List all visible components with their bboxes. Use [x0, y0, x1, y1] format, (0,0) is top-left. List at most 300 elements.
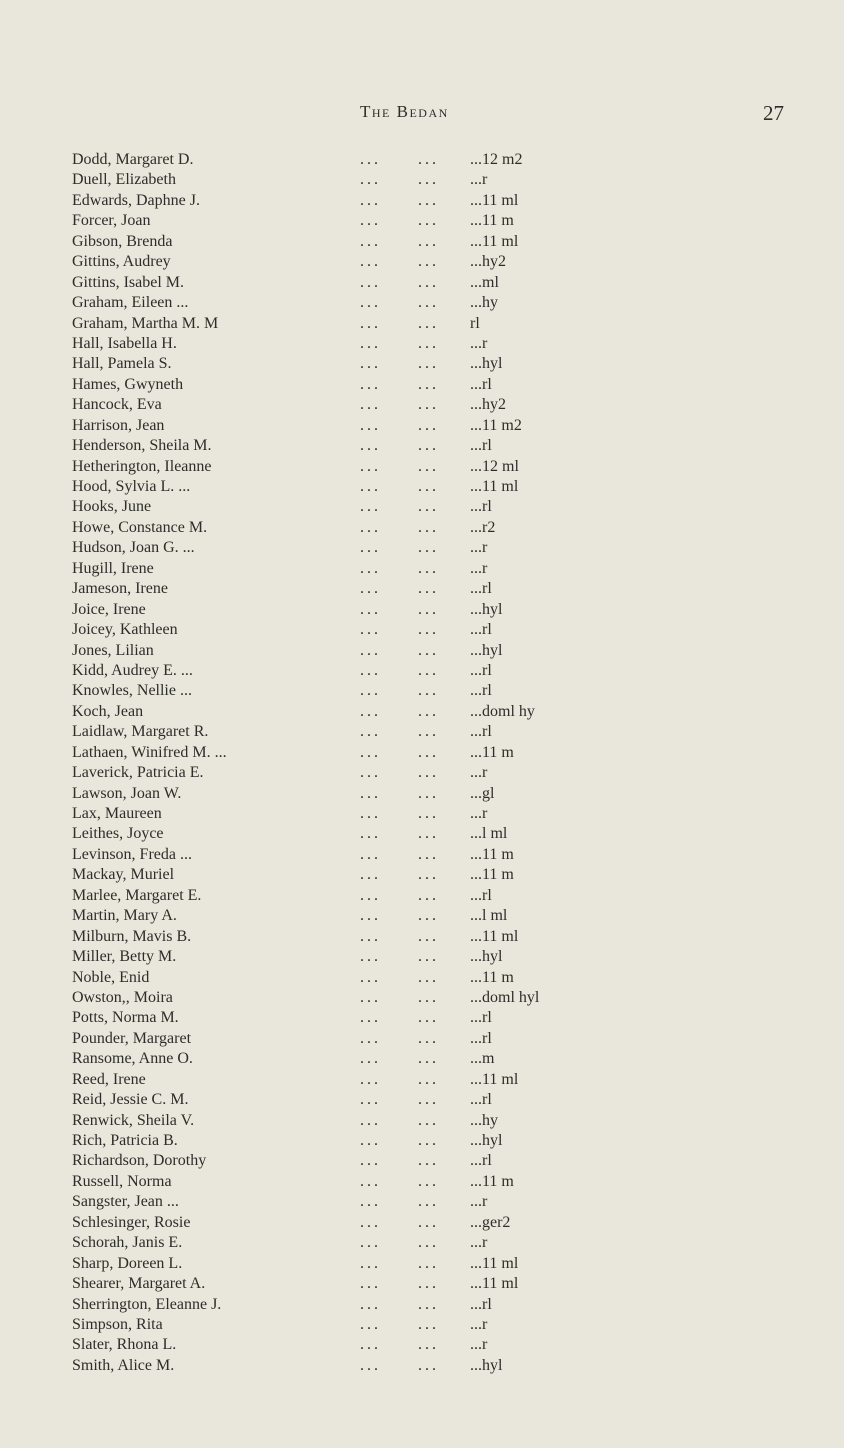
entry-code: ...r	[470, 1193, 488, 1211]
entry-name: Slater, Rhona L.	[72, 1336, 177, 1354]
leader-dots: ...	[418, 1234, 439, 1252]
list-item	[72, 641, 844, 661]
entry-code: ...rl	[470, 437, 492, 455]
leader-dots: ...	[360, 1050, 381, 1068]
leader-dots: ...	[418, 396, 439, 414]
list-item	[72, 457, 844, 477]
entry-code: ...11 ml	[470, 191, 519, 209]
entry-code: ...r	[470, 1234, 488, 1252]
list-item	[72, 600, 844, 620]
leader-dots: ...	[360, 621, 381, 639]
leader-dots: ...	[418, 151, 439, 168]
list-item	[72, 886, 844, 906]
leader-dots: ...	[418, 478, 439, 495]
leader-dots: ...	[360, 948, 381, 966]
leader-dots: ...	[418, 764, 439, 782]
list-item	[72, 1111, 844, 1131]
leader-dots: ...	[360, 784, 381, 802]
leader-dots: ...	[418, 1213, 439, 1231]
entry-code: ...ml	[470, 273, 499, 291]
entry-code: ...11 ml	[470, 927, 519, 945]
leader-dots: ...	[418, 723, 439, 741]
entry-name: Hudson, Joan G. ...	[72, 539, 195, 557]
leader-dots: ...	[418, 1050, 439, 1068]
entry-name: Gibson, Brenda	[72, 232, 173, 250]
list-item	[72, 1233, 844, 1253]
leader-dots: ...	[360, 559, 381, 577]
leader-dots: ...	[418, 682, 439, 700]
leader-dots: ...	[360, 171, 381, 189]
list-item	[72, 1213, 844, 1233]
entry-code: ...doml hy	[470, 702, 535, 720]
entry-name: Pounder, Margaret	[72, 1029, 192, 1047]
leader-dots: ...	[360, 478, 381, 495]
entry-code: ...rl	[470, 661, 492, 679]
entry-name: Joice, Irene	[72, 600, 146, 618]
entry-code: ...rl	[470, 498, 492, 516]
entry-name: Harrison, Jean	[72, 416, 165, 434]
list-item	[72, 170, 844, 190]
leader-dots: ...	[360, 212, 381, 230]
entry-code: ...l ml	[470, 907, 508, 925]
leader-dots: ...	[360, 927, 381, 945]
list-item	[72, 1070, 844, 1090]
leader-dots: ...	[360, 1275, 381, 1293]
leader-dots: ...	[418, 212, 439, 230]
entry-name: Laidlaw, Margaret R.	[72, 723, 209, 741]
entry-name: Simpson, Rita	[72, 1315, 163, 1333]
leader-dots: ...	[360, 805, 381, 822]
entry-code: ...hyl	[470, 1132, 503, 1149]
list-item	[72, 1192, 844, 1212]
entry-code: ...11 m	[470, 743, 514, 761]
list-item	[72, 968, 844, 988]
leader-dots: ...	[360, 375, 381, 393]
leader-dots: ...	[360, 723, 381, 741]
list-item	[72, 375, 844, 395]
leader-dots: ...	[360, 1213, 381, 1231]
entry-name: Lawson, Joan W.	[72, 784, 182, 802]
entry-code: ...11 m	[470, 212, 514, 230]
list-item	[72, 416, 844, 436]
list-item	[72, 1274, 844, 1294]
leader-dots: ...	[418, 437, 439, 455]
list-item	[72, 1315, 844, 1335]
leader-dots: ...	[360, 1336, 381, 1354]
leader-dots: ...	[360, 416, 381, 434]
list-item	[72, 620, 844, 640]
list-item	[72, 1295, 844, 1315]
leader-dots: ...	[360, 1091, 381, 1109]
entry-code: ...11 ml	[470, 232, 519, 250]
entry-name: Knowles, Nellie ...	[72, 682, 192, 700]
list-item	[72, 722, 844, 742]
leader-dots: ...	[418, 334, 439, 352]
entry-name: Reed, Irene	[72, 1070, 146, 1088]
entry-code: ...hyl	[470, 948, 503, 966]
entry-name: Reid, Jessie C. M.	[72, 1091, 189, 1109]
list-item	[72, 681, 844, 701]
leader-dots: ...	[418, 232, 439, 250]
entry-code: ...r2	[470, 518, 496, 536]
list-item	[72, 1335, 844, 1355]
leader-dots: ...	[418, 1356, 439, 1374]
leader-dots: ...	[418, 171, 439, 189]
entry-code: rl	[470, 314, 480, 332]
leader-dots: ...	[360, 518, 381, 536]
entry-name: Sharp, Doreen L.	[72, 1254, 183, 1272]
entry-code: ...rl	[470, 723, 492, 741]
entry-code: ...doml hyl	[470, 988, 540, 1006]
leader-dots: ...	[360, 866, 381, 884]
leader-dots: ...	[418, 825, 439, 843]
entry-name: Sherrington, Eleanne J.	[72, 1295, 222, 1313]
entry-code: ...r	[470, 171, 488, 189]
entry-name: Ransome, Anne O.	[72, 1050, 193, 1068]
leader-dots: ...	[418, 191, 439, 209]
leader-dots: ...	[360, 886, 381, 904]
list-item	[72, 232, 844, 252]
leader-dots: ...	[418, 948, 439, 966]
entry-name: Laverick, Patricia E.	[72, 764, 204, 782]
leader-dots: ...	[418, 1091, 439, 1109]
leader-dots: ...	[360, 1132, 381, 1149]
entry-code: ...hyl	[470, 1356, 503, 1374]
leader-dots: ...	[418, 1295, 439, 1313]
leader-dots: ...	[418, 294, 439, 312]
entry-name: Lathaen, Winifred M. ...	[72, 743, 227, 761]
leader-dots: ...	[418, 539, 439, 557]
entry-code: ...r	[470, 334, 488, 352]
list-item	[72, 1172, 844, 1192]
leader-dots: ...	[418, 866, 439, 884]
list-item	[72, 477, 844, 497]
leader-dots: ...	[418, 1070, 439, 1088]
entry-name: Martin, Mary A.	[72, 907, 177, 925]
leader-dots: ...	[418, 1009, 439, 1027]
leader-dots: ...	[418, 253, 439, 271]
leader-dots: ...	[418, 784, 439, 802]
leader-dots: ...	[418, 518, 439, 536]
entry-name: Jones, Lilian	[72, 641, 154, 659]
entry-code: ...11 ml	[470, 1070, 519, 1088]
leader-dots: ...	[360, 539, 381, 557]
leader-dots: ...	[360, 355, 381, 373]
entry-code: ...rl	[470, 1091, 492, 1109]
leader-dots: ...	[418, 907, 439, 925]
list-item	[72, 518, 844, 538]
entry-name: Russell, Norma	[72, 1172, 172, 1190]
page-number: 27	[763, 101, 784, 125]
leader-dots: ...	[418, 927, 439, 945]
list-item	[72, 804, 844, 824]
entry-code: ...11 m	[470, 845, 514, 863]
entry-code: ...rl	[470, 375, 492, 393]
entry-name: Kidd, Audrey E. ...	[72, 661, 193, 679]
entry-code: ...gl	[470, 784, 495, 802]
list-item	[72, 252, 844, 272]
entry-name: Koch, Jean	[72, 702, 144, 720]
entry-name: Gittins, Isabel M.	[72, 273, 184, 291]
list-item	[72, 1049, 844, 1069]
entry-code: ...11 m2	[470, 416, 522, 434]
leader-dots: ...	[360, 294, 381, 312]
leader-dots: ...	[418, 641, 439, 659]
entry-code: ...11 ml	[470, 478, 519, 495]
entry-name: Joicey, Kathleen	[72, 621, 178, 639]
entry-name: Rich, Patricia B.	[72, 1132, 178, 1149]
leader-dots: ...	[418, 988, 439, 1006]
leader-dots: ...	[360, 1111, 381, 1129]
list-item	[72, 334, 844, 354]
list-item	[72, 1090, 844, 1110]
leader-dots: ...	[360, 580, 381, 598]
leader-dots: ...	[360, 1172, 381, 1190]
entry-name: Renwick, Sheila V.	[72, 1111, 195, 1129]
entry-name: Howe, Constance M.	[72, 518, 208, 536]
leader-dots: ...	[360, 825, 381, 843]
leader-dots: ...	[360, 702, 381, 720]
list-item	[72, 743, 844, 763]
entry-code: ...hyl	[470, 355, 503, 373]
entry-name: Gittins, Audrey	[72, 253, 171, 271]
list-item	[72, 1131, 844, 1151]
list-item	[72, 150, 844, 170]
entry-code: ...rl	[470, 580, 492, 598]
leader-dots: ...	[418, 416, 439, 434]
list-item	[72, 395, 844, 415]
leader-dots: ...	[360, 1193, 381, 1211]
leader-dots: ...	[360, 437, 381, 455]
entry-name: Duell, Elizabeth	[72, 171, 176, 189]
leader-dots: ...	[418, 457, 439, 475]
leader-dots: ...	[418, 1029, 439, 1047]
entry-code: ...r	[470, 805, 488, 822]
leader-dots: ...	[360, 457, 381, 475]
list-item	[72, 497, 844, 517]
list-item	[72, 661, 844, 681]
leader-dots: ...	[360, 682, 381, 700]
list-item	[72, 579, 844, 599]
entry-name: Shearer, Margaret A.	[72, 1275, 206, 1293]
entry-code: ...rl	[470, 1295, 492, 1313]
leader-dots: ...	[360, 988, 381, 1006]
entry-code: ...ger2	[470, 1213, 511, 1231]
entry-code: ...12 m2	[470, 151, 523, 168]
list-item	[72, 947, 844, 967]
entry-code: ...rl	[470, 1009, 492, 1027]
leader-dots: ...	[360, 1234, 381, 1252]
list-item	[72, 1029, 844, 1049]
leader-dots: ...	[418, 1152, 439, 1170]
entry-code: ...rl	[470, 682, 492, 700]
leader-dots: ...	[418, 1172, 439, 1190]
entry-name: Smith, Alice M.	[72, 1356, 175, 1374]
name-list	[72, 150, 844, 1376]
leader-dots: ...	[418, 314, 439, 332]
entry-code: ...hy2	[470, 253, 506, 271]
list-item	[72, 273, 844, 293]
entry-code: ...11 ml	[470, 1254, 519, 1272]
leader-dots: ...	[418, 1111, 439, 1129]
entry-code: ...rl	[470, 886, 492, 904]
leader-dots: ...	[418, 580, 439, 598]
leader-dots: ...	[418, 273, 439, 291]
running-header-title: The Bedan	[360, 102, 449, 121]
entry-code: ...m	[470, 1050, 495, 1068]
leader-dots: ...	[360, 743, 381, 761]
list-item	[72, 538, 844, 558]
leader-dots: ...	[418, 621, 439, 639]
list-item	[72, 436, 844, 456]
list-item	[72, 784, 844, 804]
entry-code: ...rl	[470, 1152, 492, 1170]
list-item	[72, 906, 844, 926]
entry-name: Milburn, Mavis B.	[72, 927, 192, 945]
leader-dots: ...	[360, 968, 381, 986]
leader-dots: ...	[418, 1193, 439, 1211]
entry-code: ...hy2	[470, 396, 506, 414]
entry-name: Hooks, June	[72, 498, 152, 516]
leader-dots: ...	[360, 641, 381, 659]
entry-code: ...r	[470, 559, 488, 577]
list-item	[72, 354, 844, 374]
entry-code: ...r	[470, 539, 488, 557]
entry-code: ...hy	[470, 294, 498, 312]
entry-name: Hood, Sylvia L. ...	[72, 478, 191, 495]
entry-name: Graham, Eileen ...	[72, 294, 189, 312]
entry-name: Hall, Isabella H.	[72, 334, 177, 352]
leader-dots: ...	[418, 375, 439, 393]
leader-dots: ...	[360, 600, 381, 618]
leader-dots: ...	[360, 1295, 381, 1313]
entry-code: ...rl	[470, 621, 492, 639]
leader-dots: ...	[360, 1009, 381, 1027]
entry-name: Levinson, Freda ...	[72, 845, 192, 863]
leader-dots: ...	[418, 355, 439, 373]
leader-dots: ...	[418, 1275, 439, 1293]
entry-code: ...hyl	[470, 641, 503, 659]
leader-dots: ...	[418, 661, 439, 679]
list-item	[72, 293, 844, 313]
leader-dots: ...	[418, 1336, 439, 1354]
leader-dots: ...	[360, 661, 381, 679]
leader-dots: ...	[360, 498, 381, 516]
entry-name: Schlesinger, Rosie	[72, 1213, 191, 1231]
entry-code: ...12 ml	[470, 457, 519, 475]
entry-name: Hetherington, Ileanne	[72, 457, 212, 475]
leader-dots: ...	[360, 191, 381, 209]
leader-dots: ...	[360, 907, 381, 925]
entry-name: Hancock, Eva	[72, 396, 162, 414]
list-item	[72, 559, 844, 579]
list-item	[72, 824, 844, 844]
entry-name: Edwards, Daphne J.	[72, 191, 200, 209]
list-item	[72, 702, 844, 722]
list-item	[72, 988, 844, 1008]
entry-name: Noble, Enid	[72, 968, 150, 986]
leader-dots: ...	[360, 1029, 381, 1047]
list-item	[72, 927, 844, 947]
entry-name: Hugill, Irene	[72, 559, 154, 577]
entry-name: Leithes, Joyce	[72, 825, 164, 843]
leader-dots: ...	[418, 743, 439, 761]
entry-name: Henderson, Sheila M.	[72, 437, 212, 455]
leader-dots: ...	[418, 559, 439, 577]
entry-name: Hall, Pamela S.	[72, 355, 172, 373]
entry-code: ...r	[470, 764, 488, 782]
leader-dots: ...	[418, 845, 439, 863]
leader-dots: ...	[360, 151, 381, 168]
list-item	[72, 1151, 844, 1171]
list-item	[72, 314, 844, 334]
leader-dots: ...	[418, 968, 439, 986]
leader-dots: ...	[360, 1152, 381, 1170]
leader-dots: ...	[360, 232, 381, 250]
list-item	[72, 191, 844, 211]
entry-code: ...r	[470, 1336, 488, 1354]
list-item	[72, 211, 844, 231]
entry-name: Dodd, Margaret D.	[72, 151, 194, 168]
list-item	[72, 1008, 844, 1028]
list-item	[72, 1356, 844, 1376]
entry-name: Richardson, Dorothy	[72, 1152, 207, 1170]
list-item	[72, 845, 844, 865]
entry-code: ...11 m	[470, 1172, 514, 1190]
entry-name: Graham, Martha M. M	[72, 314, 219, 332]
entry-code: ...rl	[470, 1029, 492, 1047]
leader-dots: ...	[418, 1315, 439, 1333]
leader-dots: ...	[360, 764, 381, 782]
leader-dots: ...	[360, 1315, 381, 1333]
leader-dots: ...	[418, 1254, 439, 1272]
leader-dots: ...	[360, 1356, 381, 1374]
list-item	[72, 865, 844, 885]
list-item	[72, 1254, 844, 1274]
entry-code: ...11 m	[470, 866, 514, 884]
entry-code: ...11 ml	[470, 1275, 519, 1293]
entry-name: Jameson, Irene	[72, 580, 168, 598]
entry-name: Forcer, Joan	[72, 212, 151, 230]
entry-name: Potts, Norma M.	[72, 1009, 179, 1027]
entry-name: Sangster, Jean ...	[72, 1193, 179, 1211]
leader-dots: ...	[360, 314, 381, 332]
leader-dots: ...	[418, 702, 439, 720]
entry-code: ...hy	[470, 1111, 498, 1129]
leader-dots: ...	[418, 600, 439, 618]
leader-dots: ...	[360, 845, 381, 863]
leader-dots: ...	[360, 334, 381, 352]
entry-code: ...r	[470, 1315, 488, 1333]
entry-name: Marlee, Margaret E.	[72, 886, 202, 904]
leader-dots: ...	[418, 1132, 439, 1149]
leader-dots: ...	[360, 396, 381, 414]
leader-dots: ...	[418, 886, 439, 904]
entry-name: Owston,, Moira	[72, 988, 173, 1006]
list-item	[72, 763, 844, 783]
entry-name: Hames, Gwyneth	[72, 375, 184, 393]
entry-name: Mackay, Muriel	[72, 866, 175, 884]
leader-dots: ...	[360, 1254, 381, 1272]
entry-name: Schorah, Janis E.	[72, 1234, 183, 1252]
entry-name: Lax, Maureen	[72, 805, 162, 822]
leader-dots: ...	[360, 273, 381, 291]
entry-name: Miller, Betty M.	[72, 948, 177, 966]
leader-dots: ...	[360, 253, 381, 271]
entry-code: ...11 m	[470, 968, 514, 986]
leader-dots: ...	[418, 498, 439, 516]
leader-dots: ...	[418, 805, 439, 822]
